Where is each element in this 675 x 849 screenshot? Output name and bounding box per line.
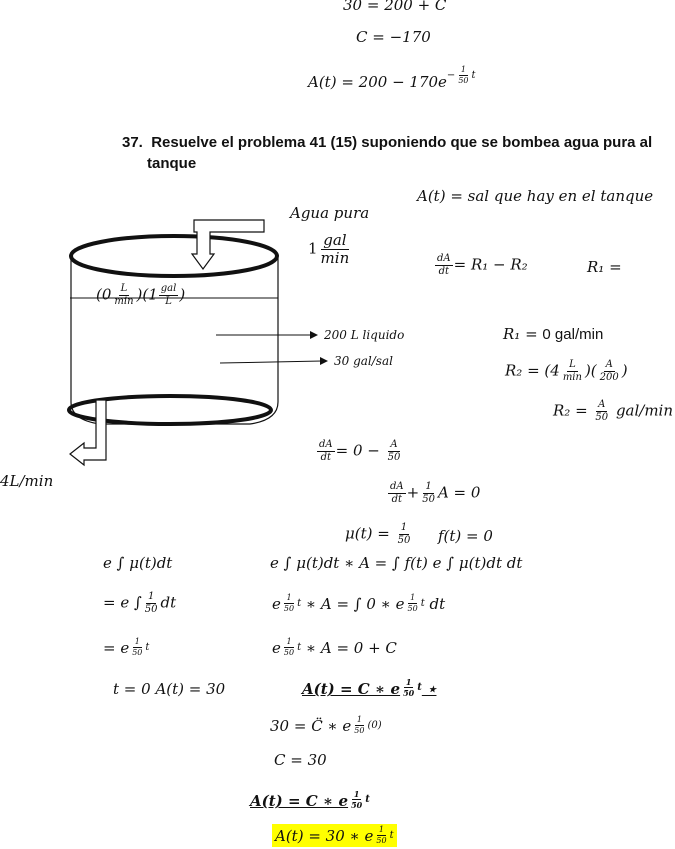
a-t-definition: A(t) = sal que hay en el tanque xyxy=(417,187,654,205)
exp-den: 50 xyxy=(458,76,469,85)
tank-top-ellipse xyxy=(71,236,277,276)
mu-equation: μ(t) = $\frac{1}{50}$ xyxy=(345,522,411,546)
inflow-label: Agua pura xyxy=(290,204,370,222)
initial-condition: t = 0 A(t) = 30 xyxy=(113,680,226,698)
c-equals-30: C = 30 xyxy=(274,751,327,769)
liquid-arrow-head xyxy=(310,331,318,339)
final-answer-highlighted: A(t) = 30 ∗ e $\frac{1}{50}$ t xyxy=(272,824,397,847)
inflow-rate xyxy=(308,233,352,266)
exp-sign: − xyxy=(446,70,456,81)
de-step2: $\frac{dA}{dt}$ + $\frac{1}{50}$ A = 0 xyxy=(390,481,481,505)
salt-arrow-line xyxy=(220,361,322,363)
eq-c-neg170: C = −170 xyxy=(356,28,431,46)
f-equation: f(t) = 0 xyxy=(438,527,493,545)
concentration-in: (0 $\frac{L}{\min}$ )(1 $\frac{\text{gal}}{L}$ ) xyxy=(96,283,186,307)
boxed-solution-2: A(t) = C ∗ e $\frac{1}{50}$ t xyxy=(250,789,370,810)
r1-value: R₁ = 0 gal/min xyxy=(503,325,604,343)
r2-simplified: R₂ = $\frac{A}{50}$ gal/min xyxy=(553,399,674,423)
problem-text: Resuelve el problema 41 (15) suponiendo que se bombea agua pura al xyxy=(151,134,653,151)
inflow-rate-den: min xyxy=(320,249,350,267)
substitution-step: 30 = C̈ ∗ e $\frac{1}{50}$ (0) xyxy=(270,715,382,735)
integrating-factor-2: = e ∫ $\frac{1}{50}$ dt xyxy=(103,591,177,615)
salt-arrow-head xyxy=(320,357,328,365)
exp-num: 1 xyxy=(460,65,466,74)
eq-30-200-c: 30 = 200 + C xyxy=(343,0,447,14)
outflow-pipe xyxy=(70,400,106,465)
exp-var: t xyxy=(471,70,476,81)
boxed-solution-1: A(t) = C ∗ e $\frac{1}{50}$ t ⋆ xyxy=(302,677,437,698)
r1-equals: R₁ = xyxy=(587,258,622,276)
integrating-factor-3: = e $\frac{1}{50}$ t xyxy=(103,637,150,657)
integrating-factor-1: e ∫ μ(t)dt xyxy=(103,554,173,572)
problem-number: 37. xyxy=(122,134,143,151)
problem-heading-line2: tanque xyxy=(147,155,197,172)
general-formula: e ∫ μ(t)dt ∗ A = ∫ f(t) e ∫ μ(t)dt dt xyxy=(270,554,523,572)
liquid-label: 200 L liquido xyxy=(324,328,405,342)
inflow-rate-coef: 1 xyxy=(308,239,318,258)
problem-heading-line1 xyxy=(122,134,652,151)
inflow-rate-num: gal xyxy=(323,231,347,249)
salt-label: 30 gal/sal xyxy=(334,354,393,368)
formula-step3: e $\frac{1}{50}$ t ∗ A = 0 + C xyxy=(272,637,397,657)
eq-a-t-general xyxy=(308,66,476,91)
eq-a-t-base: A(t) = 200 − 170e xyxy=(308,73,447,91)
formula-step2: e $\frac{1}{50}$ t ∗ A = ∫ 0 ∗ e $\frac{1}{50}$ t dt xyxy=(272,593,446,613)
rate-equation: $\frac{dA}{dt}$ = R₁ − R₂ xyxy=(437,253,528,277)
de-step1: $\frac{dA}{dt}$ = 0 − $\frac{A}{50}$ xyxy=(319,439,401,463)
r2-expression: R₂ = (4 $\frac{L}{\min}$ )( $\frac{A}{200}$ ) xyxy=(505,359,628,383)
outflow-label: 4L/min xyxy=(0,472,54,490)
